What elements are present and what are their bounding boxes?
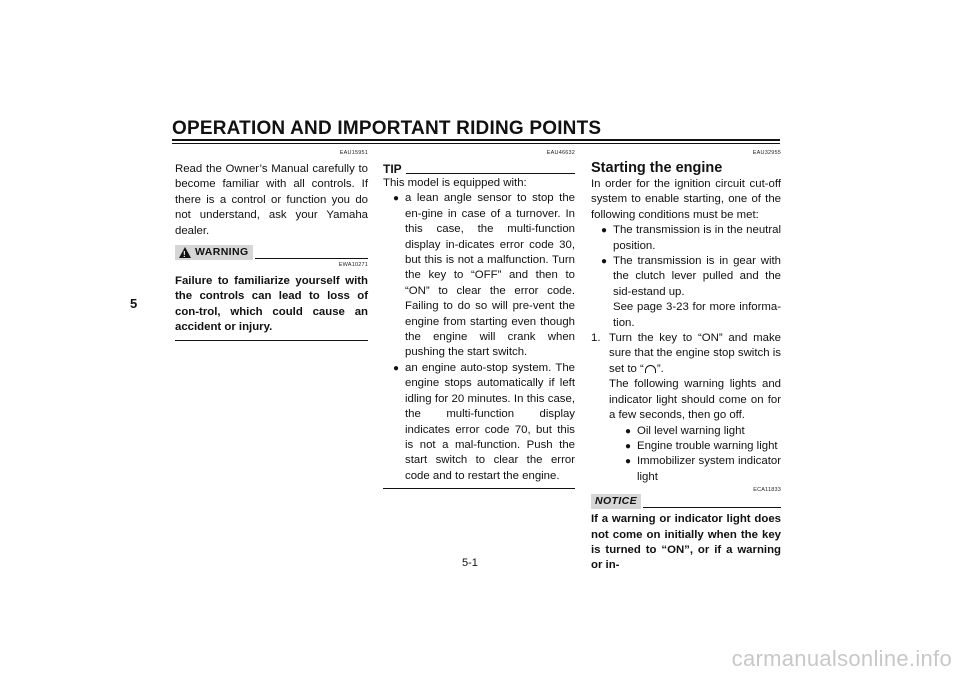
- warning-header: [175, 245, 368, 260]
- notice-rule: [643, 507, 781, 508]
- bullet-dot-icon: ●: [601, 225, 608, 237]
- step-number: 1.: [591, 332, 601, 345]
- warning-badge: [175, 245, 253, 260]
- list-item: ● The transmission is in the neutral position.: [601, 223, 781, 254]
- warning-end-rule: [175, 340, 368, 341]
- tip-label: TIP: [383, 162, 402, 176]
- step-followup: The following warning lights and indicator light should come on for a few seconds, then go off.: [609, 378, 781, 422]
- notice-text: If a warning or indicator light does not come on initially when the key is turned to “ON”, or if a warning or in-: [591, 513, 781, 572]
- tip-rule: [406, 173, 575, 174]
- section-heading: Starting the engine: [591, 160, 723, 176]
- bullet-dot-icon: ●: [601, 256, 608, 268]
- ref-code: EAU32955: [752, 150, 781, 156]
- intro-paragraph: Read the Owner’s Manual carefully to become familiar with all controls. If there is a control or function you do not understand, ask your Yamaha dealer.: [175, 163, 368, 237]
- notice-code: ECA11833: [753, 487, 781, 494]
- page-title: OPERATION AND IMPORTANT RIDING POINTS: [172, 118, 602, 139]
- bullet-dot-icon: ●: [393, 362, 400, 374]
- list-item: ● Oil level warning light: [625, 424, 781, 439]
- engine-run-symbol-icon: [645, 365, 656, 373]
- bullet-dot-icon: ●: [393, 193, 400, 205]
- header-rule-thin: [172, 143, 780, 144]
- chapter-tab: 5: [130, 296, 138, 311]
- ref-code: EAU46632: [546, 150, 575, 156]
- warning-text: Failure to familiarize yourself with the controls can lead to loss of con-trol, which could cause an accident or injury.: [175, 275, 368, 334]
- bullet-dot-icon: ●: [625, 425, 632, 437]
- list-item: ● an engine auto-stop system. The engine stops automatically if left idling for 20 minutes. In this case, the multi-function display indicates error code 70, but this is not a mal-function. Push the start switch to clear the error code and to restart the engine.: [393, 361, 575, 484]
- step-item: 1. Turn the key to “ON” and make sure that the engine stop switch is set to “ ”. The following warning lights and indicator light should come on for a few seconds, then go off.: [591, 331, 781, 423]
- header-rule: [172, 139, 780, 141]
- page-number: 5-1: [462, 557, 478, 569]
- tip-header: [383, 162, 575, 176]
- section-intro: In order for the ignition circuit cut-off system to enable starting, one of the following conditions must be met:: [591, 178, 781, 221]
- list-item: ● The transmission is in gear with the clutch lever pulled and the sid-estand up. See page 3-23 for more informa-tion.: [601, 254, 781, 331]
- ref-code: EAU15951: [339, 150, 368, 156]
- tip-intro: This model is equipped with:: [383, 177, 527, 189]
- warning-code: EWA10271: [338, 262, 368, 269]
- column-1: [175, 150, 368, 341]
- column-3: [591, 150, 781, 574]
- notice-badge: NOTICE: [591, 494, 641, 509]
- warning-label: WARNING: [195, 246, 249, 259]
- list-item: ● Immobilizer system indicator light: [625, 454, 781, 485]
- tip-end-rule: [383, 488, 575, 489]
- see-page-note: See page 3-23 for more informa-tion.: [613, 301, 781, 329]
- bullet-dot-icon: ●: [625, 440, 632, 452]
- list-item: ● Engine trouble warning light: [625, 439, 781, 454]
- notice-header: [591, 494, 781, 509]
- warning-triangle-icon: [179, 247, 191, 258]
- bullet-dot-icon: ●: [625, 456, 632, 468]
- list-item: ● a lean angle sensor to stop the en-gine in case of a turnover. In this case, the multi-function display in-dicates error code 30, but this is not a malfunction. Turn the key to “OFF” and then to “ON” to clear the error code. Failing to do so will pre-vent the engine from starting even though the engine will crank when pushing the start switch.: [393, 191, 575, 360]
- column-2: [383, 150, 575, 489]
- warning-rule: [255, 258, 368, 259]
- watermark: carmanualsonline.info: [731, 646, 952, 671]
